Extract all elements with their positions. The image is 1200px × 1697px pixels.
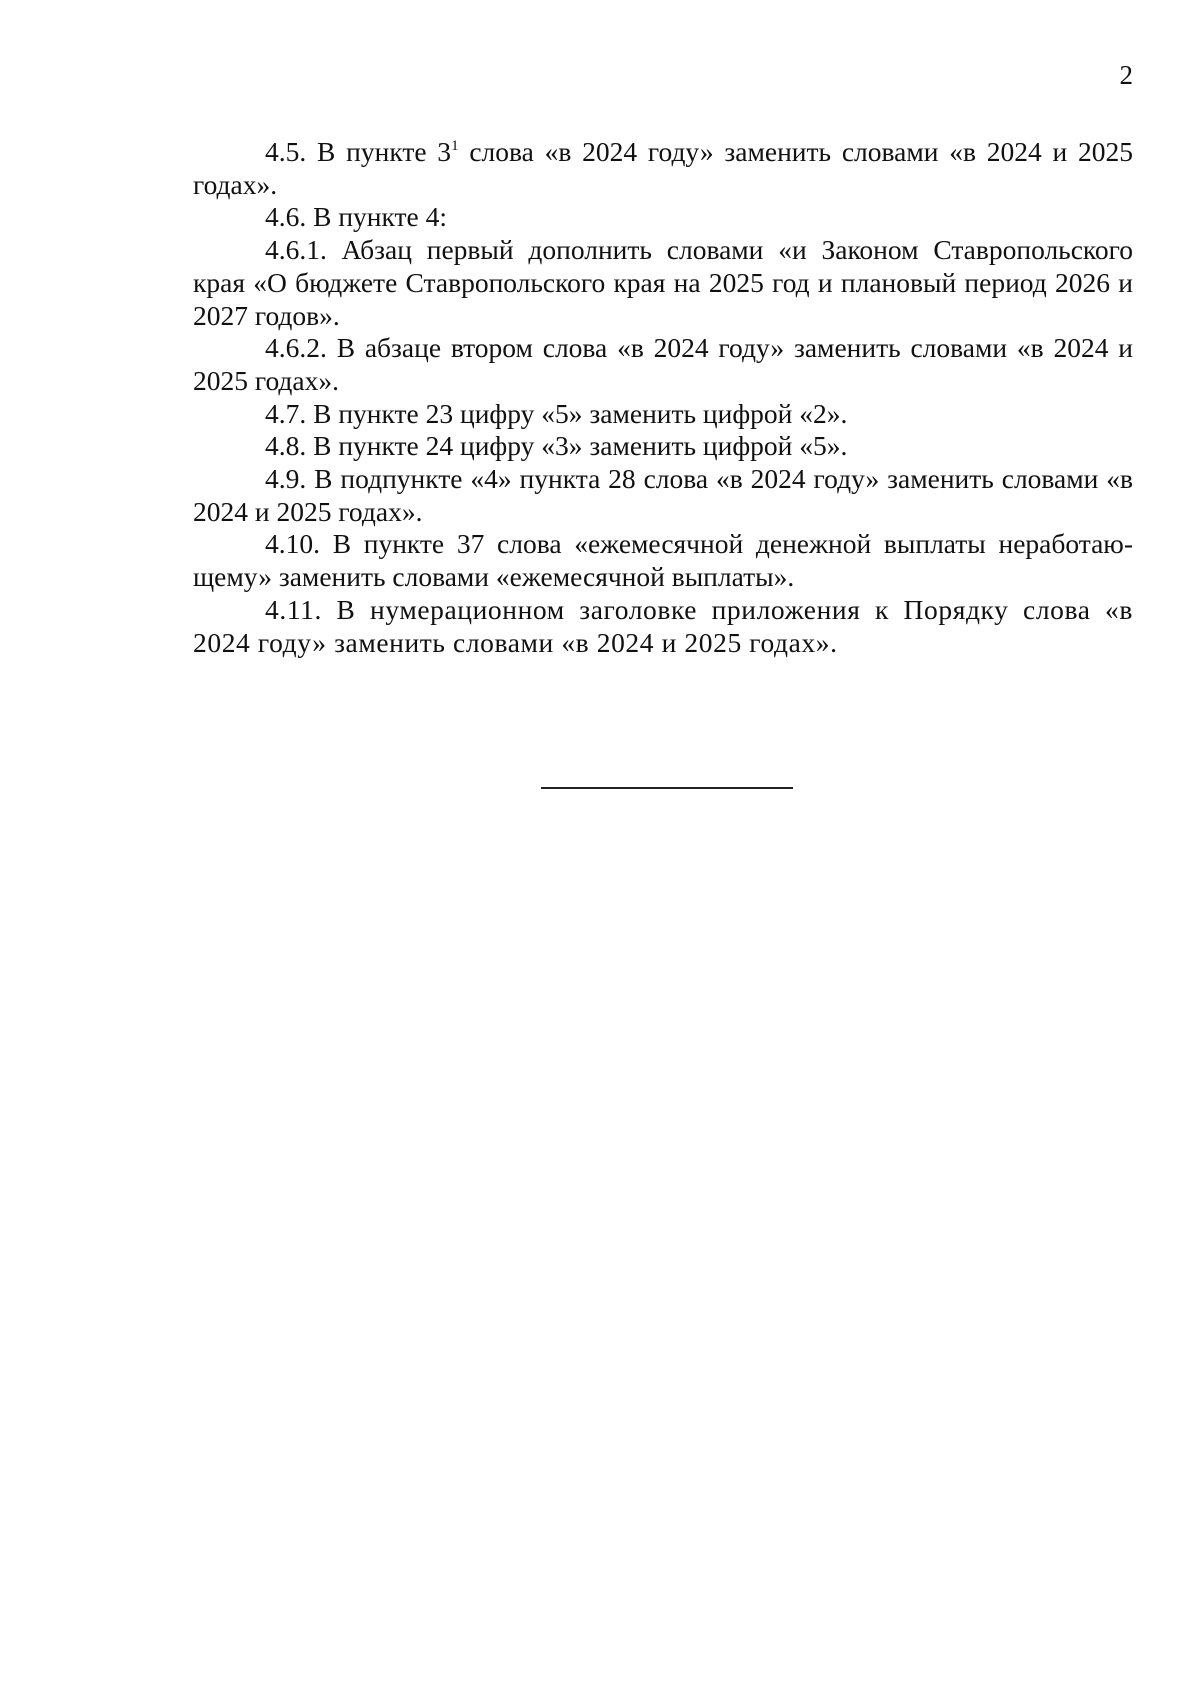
paragraph-4-9: 4.9. В подпункте «4» пункта 28 слова «в 2024 году» заменить словами «в 2024 и 2025 годах». <box>193 463 1133 527</box>
paragraph-4-11: 4.11. В нумерационном заголовке приложения к Порядку слова «в 2024 году» заменить словами «в 2024 и 2025 годах». <box>193 593 1133 658</box>
paragraph-4-6: 4.6. В пункте 4: <box>265 201 448 233</box>
superscript-index: 1 <box>451 138 459 154</box>
paragraph-4-5 <box>193 136 1133 201</box>
paragraph-4-6-2: 4.6.2. В абзаце втором слова «в 2024 году» заменить словами «в 2024 и 2025 годах». <box>193 332 1133 396</box>
paragraph-4-6-1: 4.6.1. Абзац первый дополнить словами «и Законом Ставропольского края «О бюджете Ставропольского края на 2025 год и плановый период 2026 и 2027 годов». <box>193 234 1133 331</box>
page-number: 2 <box>1119 60 1133 90</box>
document-body <box>193 136 1133 659</box>
end-of-document-line <box>541 787 793 789</box>
paragraph-4-8: 4.8. В пункте 24 цифру «3» заменить цифрой «5». <box>265 430 848 462</box>
paragraph-4-7: 4.7. В пункте 23 цифру «5» заменить цифрой «2». <box>265 397 848 429</box>
paragraph-4-5-start: 4.5. В пункте 3 <box>265 136 452 167</box>
paragraph-4-10: 4.10. В пункте 37 слова «ежемесячной денежной выплаты неработаю-щему» заменить словами «ежемесячной выплаты». <box>193 528 1133 593</box>
paragraph-4-5-end: слова «в 2024 году» заменить словами «в 2024 и 2025 годах». <box>193 136 1133 200</box>
